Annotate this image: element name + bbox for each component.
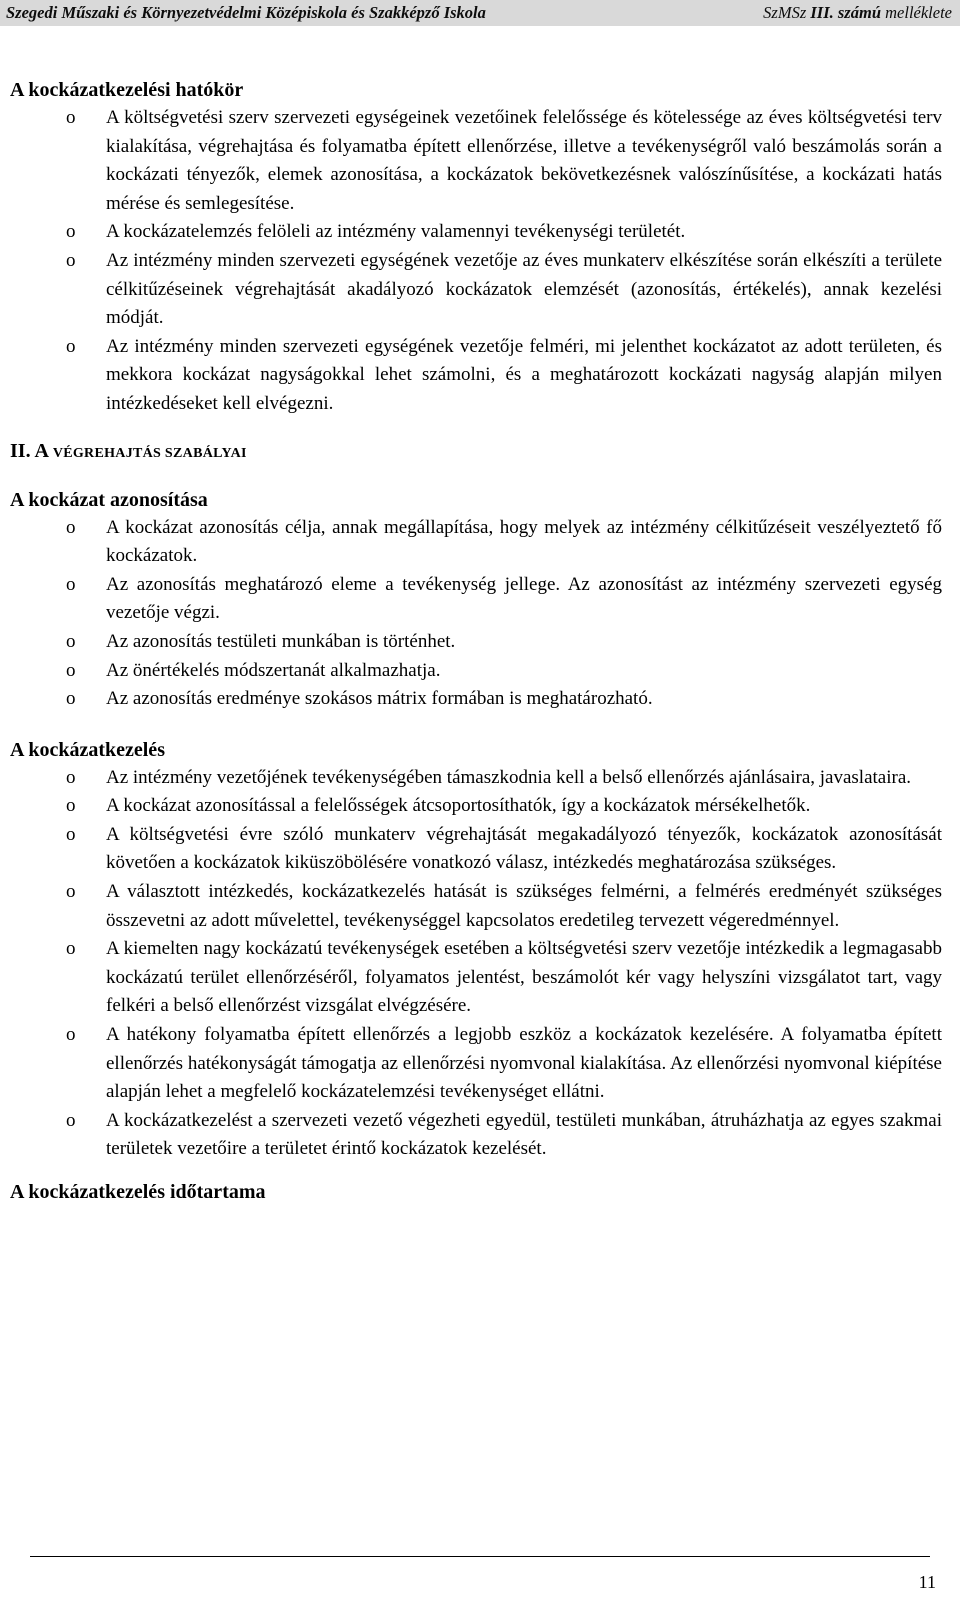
list-item: o A kockázatelemzés felöleli az intézmény valamennyi tevékenységi területét. xyxy=(10,218,942,247)
list-item: o A költségvetési évre szóló munkaterv végrehajtását megakadályozó tényezők, kockázatok azonosítását követően a kockázatok kiküszöbölésére vonatkozó válasz, intézkedés meghatározása szükséges. xyxy=(10,821,942,878)
bullet-icon: o xyxy=(66,795,76,817)
list-item: o A kiemelten nagy kockázatú tevékenységek esetében a költségvetési szerv vezetője intézkedik a legmagasabb kockázatú terület ellenőrzéséről, folyamatos jelentést, beszámolót kér vagy helyszíni vizsgálatot tart, vagy felkéri a belső ellenőrzést vizsgálat elvégzésére. xyxy=(10,935,942,1021)
list-hatokor xyxy=(10,104,942,419)
list-item: o Az azonosítás eredménye szokásos mátrix formában is meghatározható. xyxy=(10,685,942,714)
bullet-icon: o xyxy=(66,881,76,903)
list-item: o A hatékony folyamatba épített ellenőrzés a legjobb eszköz a kockázatok kezelésére. A folyamatba épített ellenőrzés hatékonyságát támogatja az ellenőrzési nyomvonal kialakítása. Az ellenőrzési nyomvonal kiépítése alapján lehet a megfelelő kockázatelemzési tevékenységet ellátni. xyxy=(10,1021,942,1107)
bullet-icon: o xyxy=(66,221,76,243)
list-item: o A kockázat azonosítással a felelősségek átcsoportosíthatók, így a kockázatok mérsékelhetők. xyxy=(10,792,942,821)
bullet-icon: o xyxy=(66,1024,76,1046)
bullet-icon: o xyxy=(66,335,76,357)
header-document-ref: SzMSz III. számú melléklete xyxy=(763,3,952,22)
section-title-kezeles: A kockázatkezelés xyxy=(10,738,165,761)
bullet-icon: o xyxy=(66,659,76,681)
bullet-icon: o xyxy=(66,766,76,788)
bullet-icon: o xyxy=(66,573,76,595)
list-kezeles xyxy=(10,764,942,1164)
section-title-hatokor: A kockázatkezelési hatókör xyxy=(10,79,244,101)
section-title-idotartam: A kockázatkezelés időtartama xyxy=(10,1181,266,1203)
list-item: o A kockázatkezelést a szervezeti vezető végezheti egyedül, testületi munkában, átruházhatja az egyes szakmai területek vezetőire a területet érintő kockázatok kezelését. xyxy=(10,1107,942,1164)
page-header xyxy=(0,0,960,26)
bullet-icon: o xyxy=(66,107,76,128)
list-item: o Az azonosítás meghatározó eleme a tevékenység jellege. Az azonosítást az intézmény szervezeti egység vezetője végzi. xyxy=(10,571,942,628)
section-title-azonositas: A kockázat azonosítása xyxy=(10,488,208,511)
bullet-icon: o xyxy=(66,516,76,538)
list-item: o Az intézmény minden szervezeti egységének vezetője felméri, mi jelenthet kockázatot az adott területen, és mekkora kockázat nagyságokkal lehet számolni, és a meghatározott kockázati nagyság alapján milyen intézkedéseket kell elvégezni. xyxy=(10,333,942,419)
list-azonositas xyxy=(10,514,942,714)
list-item: o Az intézmény minden szervezeti egységének vezetője az éves munkaterv elkészítése során elkészíti a területe célkitűzéseinek végrehajtását akadályozó kockázatok elemzését (azonosítás, értékelés), annak kezelési módját. xyxy=(10,247,942,333)
list-item: o A választott intézkedés, kockázatkezelés hatását is szükséges felmérni, a felmérés eredményét szükséges összevetni az adott művelettel, tevékenységgel kapcsolatos eredetileg tervezett végeredménnyel. xyxy=(10,878,942,935)
list-item: o Az azonosítás testületi munkában is történhet. xyxy=(10,628,942,657)
list-item: o Az önértékelés módszertanát alkalmazhatja. xyxy=(10,657,942,686)
bullet-icon: o xyxy=(66,1109,76,1131)
list-item: o Az intézmény vezetőjének tevékenységében támaszkodnia kell a belső ellenőrzés ajánlásaira, javaslataira. xyxy=(10,764,942,793)
bullet-icon: o xyxy=(66,249,76,271)
footer-divider xyxy=(30,1556,930,1557)
header-school-name: Szegedi Műszaki és Környezetvédelmi Középiskola és Szakképző Iskola xyxy=(6,3,486,22)
bullet-icon: o xyxy=(66,688,76,710)
page-number: 11 xyxy=(918,1572,936,1592)
list-item: o A költségvetési szerv szervezeti egységeinek vezetőinek felelőssége és kötelessége az éves költségvetési terv kialakítása, végrehajtása és folyamatba épített ellenőrzése, illetve a tevékenységről való beszámolás során a kockázati tényezők, elemek azonosítása, a kockázatok bekövetkezésnek valószínűsítése, a kockázati hatás mérése és semlegesítése. xyxy=(10,104,942,218)
list-item: o A kockázat azonosítás célja, annak megállapítása, hogy melyek az intézmény célkitűzéseit veszélyeztető fő kockázatok. xyxy=(10,514,942,571)
bullet-icon: o xyxy=(66,938,76,960)
document-body xyxy=(10,76,942,1206)
bullet-icon: o xyxy=(66,630,76,652)
chapter-heading: II. A VÉGREHAJTÁS SZABÁLYAI xyxy=(10,439,247,462)
bullet-icon: o xyxy=(66,823,76,845)
